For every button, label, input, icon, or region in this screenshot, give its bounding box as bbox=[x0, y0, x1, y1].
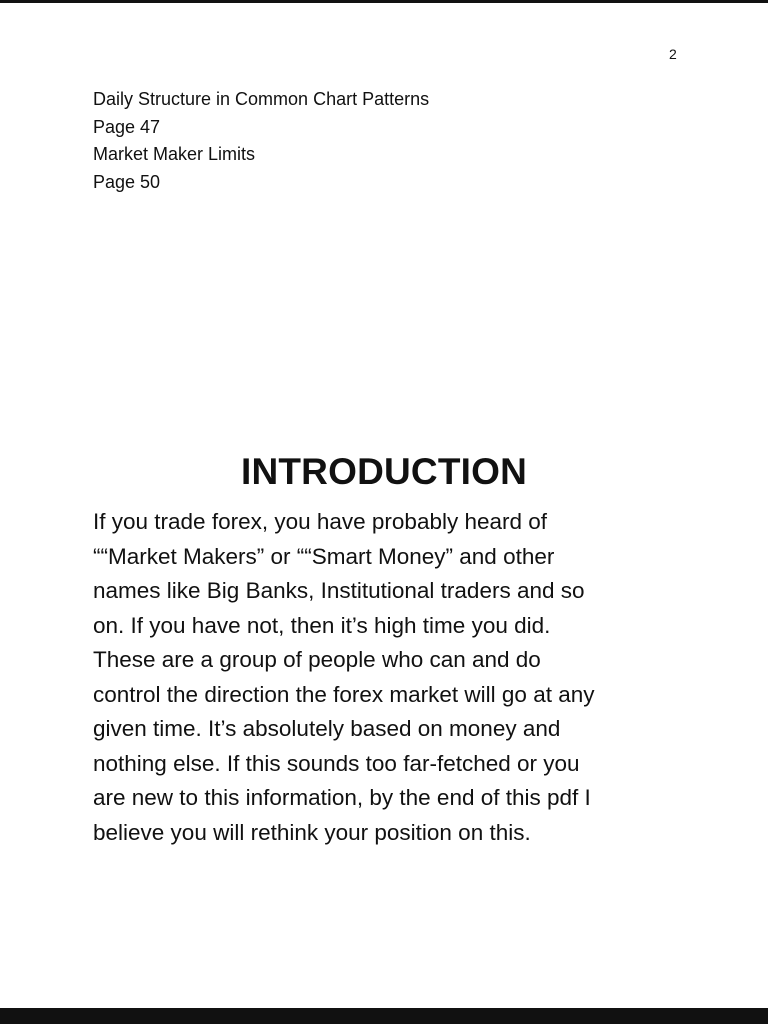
introduction-paragraph bbox=[93, 505, 693, 850]
paragraph-line: are new to this information, by the end of this pdf I bbox=[93, 785, 591, 810]
paragraph-line: on. If you have not, then it’s high time you did. bbox=[93, 612, 551, 638]
toc-entry-title: Market Maker Limits bbox=[93, 144, 256, 164]
paragraph-line: names like Big Banks, Institutional traders and so bbox=[93, 578, 585, 603]
paragraph-line: control the direction the forex market will go at any bbox=[93, 681, 595, 707]
paragraph-line: believe you will rethink your position on this. bbox=[93, 819, 531, 845]
paragraph-line: ““Market Makers” or ““Smart Money” and other bbox=[93, 543, 555, 569]
bottom-border-rule bbox=[0, 1008, 768, 1024]
paragraph-line: If you trade forex, you have probably heard of bbox=[93, 509, 548, 534]
introduction-heading: INTRODUCTION bbox=[240, 451, 528, 492]
paragraph-line: These are a group of people who can and do bbox=[93, 647, 541, 672]
toc-entry-page: Page 50 bbox=[93, 171, 161, 192]
paragraph-line: nothing else. If this sounds too far-fetched or you bbox=[93, 750, 580, 776]
paragraph-line: given time. It’s absolutely based on money and bbox=[93, 716, 561, 741]
toc-entry-page: Page 47 bbox=[93, 116, 161, 137]
toc-entry-title: Daily Structure in Common Chart Patterns bbox=[93, 89, 430, 109]
top-border-rule bbox=[0, 0, 768, 3]
page-number: 2 bbox=[669, 46, 677, 62]
table-of-contents bbox=[93, 86, 653, 196]
